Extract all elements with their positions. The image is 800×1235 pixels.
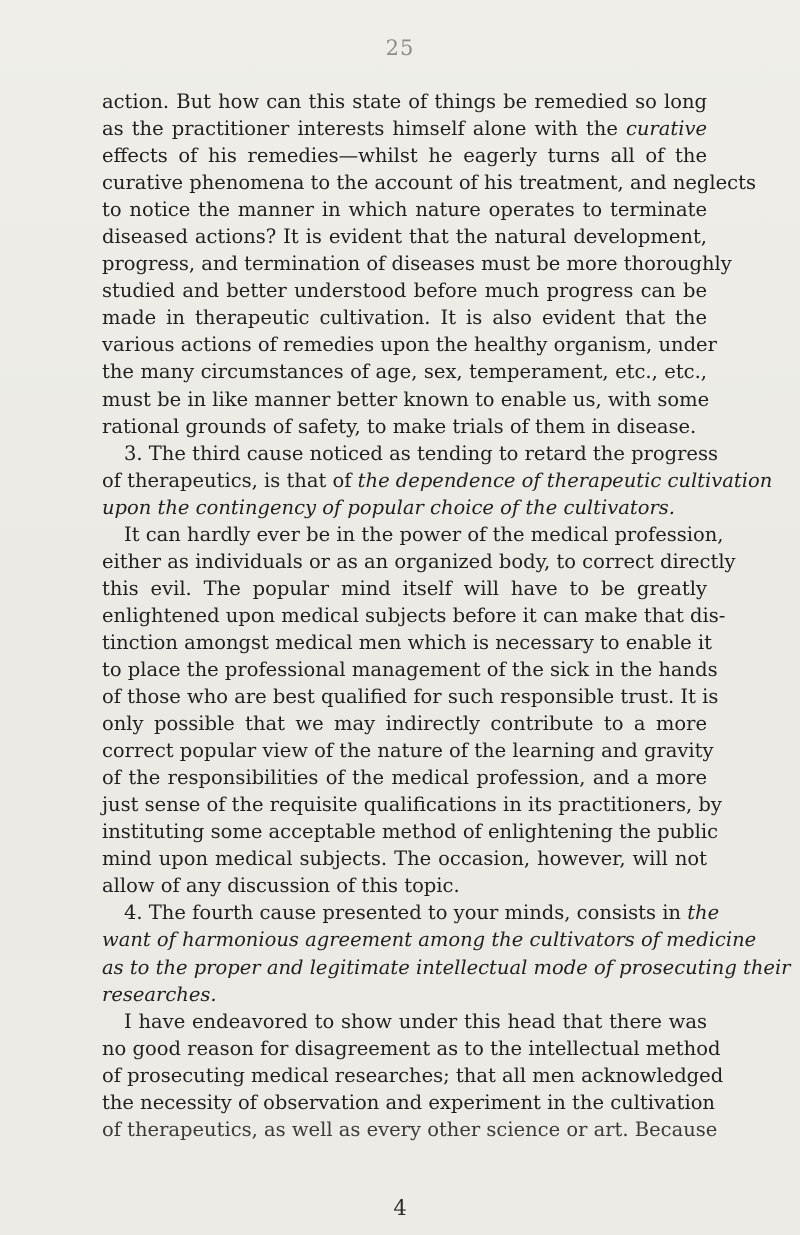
text-line: [102, 386, 710, 413]
text-line: [102, 683, 719, 710]
text-line: [102, 656, 718, 683]
text-line: [102, 250, 732, 277]
text-line: [102, 710, 707, 737]
line-text: to notice the manner in which nature operates to terminate: [102, 198, 707, 222]
text-line: [102, 1008, 707, 1035]
line-text: diseased actions? It is evident that the natural development,: [102, 225, 707, 249]
line-italic-text: want of harmonious agreement among the cultivators of medicine: [102, 928, 757, 952]
text-line: [102, 223, 707, 250]
text-line: [102, 872, 707, 899]
text-line: [102, 413, 707, 440]
line-text: the many circumstances of age, sex, temperament, etc., etc.,: [102, 360, 707, 384]
line-text: mind upon medical subjects. The occasion, however, will not: [102, 847, 707, 871]
text-line: [102, 142, 707, 169]
text-line: [102, 548, 736, 575]
line-text: studied and better understood before much progress can be: [102, 279, 707, 303]
line-italic-text: the dependence of therapeutic cultivation: [357, 468, 773, 492]
text-line: [102, 1062, 724, 1089]
line-text: I have endeavored to show under this head that there was: [124, 1009, 707, 1033]
line-text: 3. The third cause noticed as tending to retard the progress: [124, 441, 718, 465]
line-text: of the responsibilities of the medical profession, and a more: [102, 766, 707, 790]
text-line: [102, 304, 707, 331]
text-line: [102, 737, 714, 764]
line-text: of therapeutics, is that of: [102, 468, 358, 492]
line-text: to place the professional management of the sick in the hands: [102, 657, 718, 681]
text-line: [102, 629, 712, 656]
line-text: enlightened upon medical subjects before it can make that dis-: [102, 603, 726, 627]
signature-mark: 4: [393, 1196, 407, 1220]
text-line: [102, 494, 707, 521]
line-text: of therapeutics, as well as every other science or art. Because: [102, 1117, 718, 1141]
line-text: of those who are best qualified for such responsible trust. It is: [102, 685, 719, 709]
text-line: [102, 277, 707, 304]
text-line: [102, 899, 720, 926]
text-line: [102, 1035, 721, 1062]
line-text: only possible that we may indirectly contribute to a more: [102, 712, 707, 736]
text-line: [102, 981, 707, 1008]
line-italic-text: upon the contingency of popular choice of the cultivators.: [102, 495, 675, 519]
line-text: tinction amongst medical men which is necessary to enable it: [102, 630, 712, 654]
text-line: [102, 954, 791, 981]
text-line: [102, 88, 707, 115]
line-text: curative phenomena to the account of his treatment, and neglects: [102, 171, 756, 195]
text-line: [102, 926, 757, 953]
line-text: made in therapeutic cultivation. It is also evident that the: [102, 306, 707, 330]
line-text: the necessity of observation and experiment in the cultivation: [102, 1090, 715, 1114]
line-text: rational grounds of safety, to make trials of them in disease.: [102, 414, 697, 438]
text-line: [102, 196, 707, 223]
line-text: allow of any discussion of this topic.: [102, 874, 460, 898]
line-text: It can hardly ever be in the power of the medical profession,: [124, 522, 724, 546]
text-line: [102, 602, 726, 629]
page-number: 25: [385, 36, 415, 60]
line-text: 4. The fourth cause presented to your minds, consists in: [124, 901, 688, 925]
text-line: [102, 521, 724, 548]
line-text: correct popular view of the nature of the learning and gravity: [102, 739, 714, 763]
line-text: must be in like manner better known to enable us, with some: [102, 387, 710, 411]
line-text: either as individuals or as an organized body, to correct directly: [102, 549, 736, 573]
text-line: [102, 575, 707, 602]
text-line: [102, 169, 756, 196]
line-text: action. But how can this state of things be remedied so long: [102, 90, 707, 113]
text-line: [102, 1089, 715, 1116]
line-text: this evil. The popular mind itself will have to be greatly: [102, 576, 707, 600]
text-line: [102, 115, 707, 142]
line-text: as the practitioner interests himself alone with the: [102, 117, 626, 141]
line-text: of prosecuting medical researches; that all men acknowledged: [102, 1063, 724, 1087]
line-italic-text: curative: [625, 117, 707, 141]
line-italic-text: as to the proper and legitimate intellectual mode of prosecuting their: [102, 955, 791, 979]
body-text: [102, 88, 791, 1143]
text-line: [102, 1116, 718, 1143]
text-line: [102, 358, 707, 385]
line-text: progress, and termination of diseases must be more thoroughly: [102, 252, 732, 276]
text-line: [102, 818, 719, 845]
text-line: [102, 764, 707, 791]
text-line: [102, 331, 717, 358]
text-line: [102, 467, 773, 494]
text-line: [102, 791, 722, 818]
line-text: various actions of remedies upon the healthy organism, under: [102, 333, 717, 357]
text-line: [102, 845, 707, 872]
line-italic-text: the: [687, 901, 720, 925]
line-text: instituting some acceptable method of enlightening the public: [102, 820, 719, 844]
line-text: no good reason for disagreement as to the intellectual method: [102, 1036, 721, 1060]
text-line: [102, 440, 718, 467]
line-italic-text: researches.: [102, 982, 217, 1006]
line-text: effects of his remedies—whilst he eagerly turns all of the: [102, 144, 707, 168]
line-text: just sense of the requisite qualifications in its practitioners, by: [102, 793, 722, 817]
